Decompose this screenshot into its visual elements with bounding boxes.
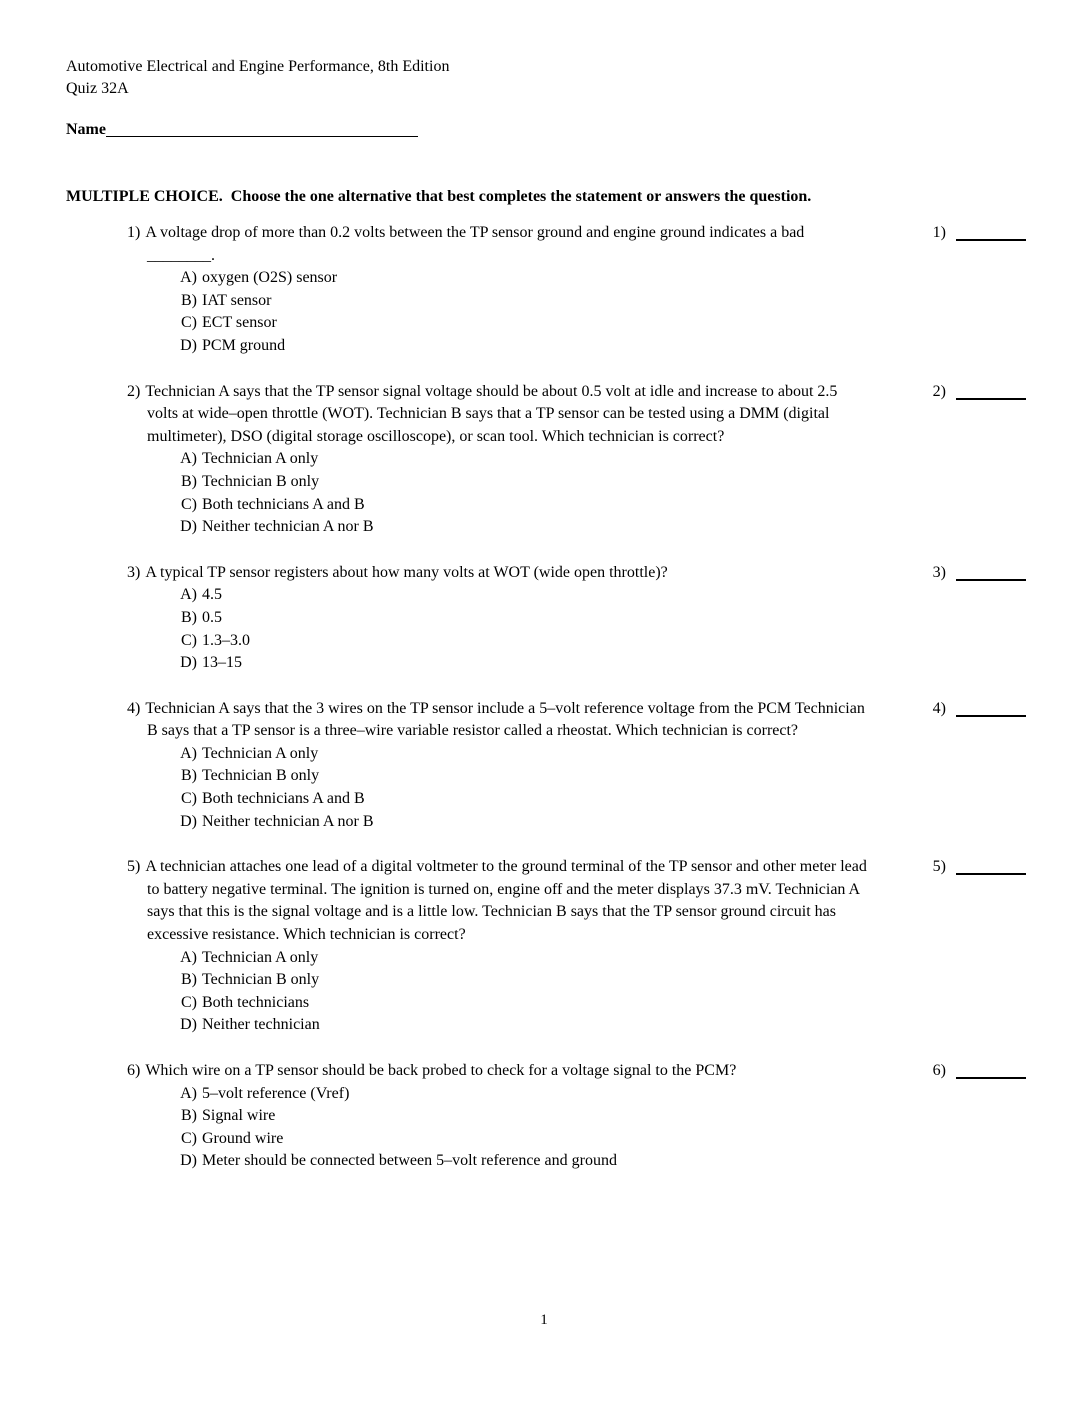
choice [175, 630, 872, 653]
choice-text: IAT sensor [202, 291, 272, 309]
choice-label: D) [180, 518, 197, 536]
question-stem [127, 856, 872, 946]
answer-blank-field[interactable] [956, 386, 1026, 400]
question-number: 6) [127, 1062, 141, 1079]
choice-text: Technician A only [202, 948, 319, 966]
choice-label: B) [181, 767, 197, 785]
question-stem-text: A voltage drop of more than 0.2 volts between the TP sensor ground and engine ground indicates a bad ________. [145, 224, 805, 264]
section-instruction: MULTIPLE CHOICE. Choose the one alternative that best completes the statement or answers the question. [66, 188, 812, 205]
choice-text: Both technicians A and B [202, 790, 365, 808]
choice-text: Technician B only [202, 971, 320, 989]
choice-text: Signal wire [202, 1107, 276, 1125]
choice-text: 4.5 [202, 586, 222, 604]
choice [175, 743, 872, 766]
choice-label: B) [181, 291, 197, 309]
answer-number: 5) [932, 858, 946, 876]
question [127, 381, 1026, 539]
question-number: 5) [127, 858, 141, 876]
choice [175, 947, 872, 970]
choice [175, 1105, 872, 1128]
choice-list [175, 584, 872, 674]
choice [175, 1083, 872, 1106]
choice-text: Neither technician [202, 1016, 320, 1034]
choice [175, 290, 872, 313]
answer-blank-field[interactable] [956, 227, 1026, 241]
answer-number: 3) [932, 563, 946, 581]
question-number: 4) [127, 699, 141, 717]
choice-list [175, 947, 872, 1037]
answer-area [933, 562, 1026, 585]
choice [175, 1014, 872, 1037]
choice-label: C) [181, 495, 197, 513]
choice-text: Technician A only [202, 450, 319, 468]
question-stem [127, 698, 872, 743]
choice-text: Both technicians [202, 993, 310, 1011]
choice-list [175, 448, 872, 538]
name-label: Name [66, 121, 106, 138]
question-stem-text: Technician A says that the 3 wires on the TP sensor include a 5–volt reference voltage from the PCM Technician B says that a TP sensor is a three–wire variable resistor called a rheostat. Which technician is correct? [145, 699, 865, 740]
question [127, 856, 1026, 1037]
question-body [127, 562, 872, 675]
choice-label: D) [180, 336, 197, 354]
choice-label: A) [180, 269, 197, 287]
answer-blank-field[interactable] [956, 861, 1026, 875]
choice [175, 312, 872, 335]
question-stem-text: A typical TP sensor registers about how many volts at WOT (wide open throttle)? [145, 563, 668, 581]
choice-text: 13–15 [202, 654, 242, 672]
question-stem [127, 381, 872, 449]
answer-number: 6) [932, 1062, 946, 1079]
choice-label: D) [180, 812, 197, 830]
choice-label: A) [180, 450, 197, 468]
question-list [127, 222, 1026, 1196]
choice-label: A) [180, 744, 197, 762]
choice-text: Technician B only [202, 767, 320, 785]
question-stem [127, 222, 872, 267]
choice-list [175, 743, 872, 833]
answer-number: 1) [932, 224, 946, 241]
question-number: 2) [127, 382, 141, 400]
choice [175, 494, 872, 517]
question [127, 698, 1026, 834]
choice-label: C) [181, 1129, 197, 1147]
choice-label: B) [181, 472, 197, 490]
answer-area [933, 856, 1026, 879]
question-stem-text: A technician attaches one lead of a digital voltmeter to the ground terminal of the TP sensor and other meter lead to battery negative terminal. The ignition is turned on, engine off and the meter displays 37.3 mV. Technician A says that this is the signal voltage and is a little low. Technician B says that the TP sensor ground circuit has excessive resistance. Which technician is correct? [145, 858, 867, 944]
choice-list [175, 267, 872, 357]
choice [175, 1150, 872, 1173]
choice-label: C) [181, 790, 197, 808]
question-body [127, 1060, 872, 1173]
question-stem [127, 562, 872, 585]
choice-text: Neither technician A nor B [202, 812, 374, 830]
choice-text: ECT sensor [202, 314, 277, 332]
choice-label: B) [181, 971, 197, 989]
choice-label: C) [181, 314, 197, 332]
answer-area [933, 1060, 1026, 1083]
choice [175, 584, 872, 607]
page-number: 1 [540, 1312, 548, 1328]
quiz-title: Quiz 32A [66, 80, 129, 97]
question-number: 3) [127, 563, 141, 581]
choice [175, 448, 872, 471]
choice-text: Ground wire [202, 1129, 284, 1147]
choice-label: D) [180, 1152, 197, 1170]
choice [175, 267, 872, 290]
name-row [66, 121, 418, 139]
question-body [127, 698, 872, 834]
question [127, 222, 1026, 358]
answer-blank-field[interactable] [956, 703, 1026, 717]
choice-list [175, 1083, 872, 1173]
question-stem-text: Which wire on a TP sensor should be back probed to check for a voltage signal to the PCM? [145, 1062, 737, 1079]
question [127, 1060, 1026, 1173]
choice-text: Technician B only [202, 472, 320, 490]
answer-number: 2) [932, 382, 946, 400]
choice [175, 788, 872, 811]
choice-text: Technician A only [202, 744, 319, 762]
choice-label: A) [180, 948, 197, 966]
choice-label: D) [180, 1016, 197, 1034]
choice [175, 335, 872, 358]
choice-label: B) [181, 1107, 197, 1125]
choice-text: oxygen (O2S) sensor [202, 269, 338, 287]
choice [175, 765, 872, 788]
choice [175, 652, 872, 675]
question-body [127, 222, 872, 358]
choice-label: C) [181, 993, 197, 1011]
question-number: 1) [127, 224, 141, 241]
name-blank-field[interactable] [106, 121, 418, 137]
choice-text: Both technicians A and B [202, 495, 365, 513]
question-stem-text: Technician A says that the TP sensor signal voltage should be about 0.5 volt at idle and increase to about 2.5 volts at wide–open throttle (WOT). Technician B says that a TP sensor can be tested using a DMM (digital multimeter), DSO (digital storage oscilloscope), or scan tool. Which technician is correct? [145, 382, 838, 445]
answer-blank-field[interactable] [956, 567, 1026, 581]
answer-blank-field[interactable] [956, 1065, 1026, 1079]
choice-label: A) [180, 1084, 197, 1102]
choice-label: C) [181, 631, 197, 649]
choice-text: Meter should be connected between 5–volt reference and ground [202, 1152, 617, 1170]
choice-label: D) [180, 654, 197, 672]
choice [175, 516, 872, 539]
choice-text: 5–volt reference (Vref) [202, 1084, 350, 1102]
choice-text: 0.5 [202, 608, 222, 626]
choice [175, 969, 872, 992]
answer-area [933, 222, 1026, 245]
question [127, 562, 1026, 675]
answer-area [933, 381, 1026, 404]
choice [175, 992, 872, 1015]
answer-area [933, 698, 1026, 721]
choice-label: A) [180, 586, 197, 604]
choice-text: PCM ground [202, 336, 286, 354]
choice-label: B) [181, 608, 197, 626]
question-body [127, 381, 872, 539]
choice [175, 1128, 872, 1151]
choice [175, 811, 872, 834]
choice [175, 471, 872, 494]
book-title: Automotive Electrical and Engine Performance, 8th Edition [66, 58, 450, 75]
question-body [127, 856, 872, 1037]
choice [175, 607, 872, 630]
question-stem [127, 1060, 872, 1083]
choice-text: Neither technician A nor B [202, 518, 374, 536]
choice-text: 1.3–3.0 [202, 631, 250, 649]
document-header [66, 56, 449, 100]
answer-number: 4) [932, 699, 946, 717]
